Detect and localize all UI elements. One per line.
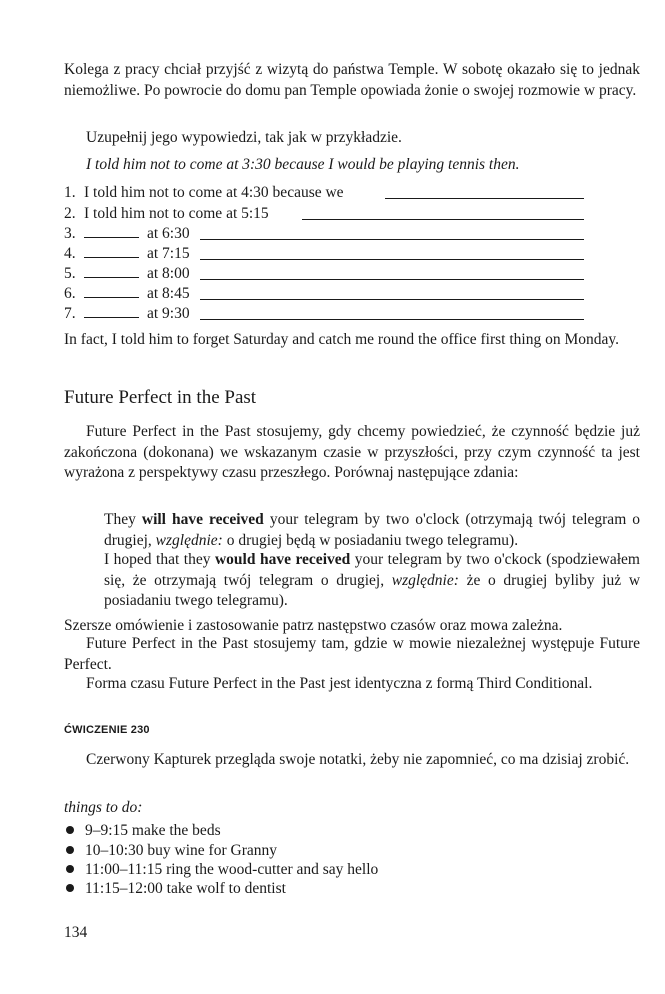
bullet-icon (66, 826, 74, 834)
answer-line-2[interactable] (302, 219, 584, 220)
exercise-item-1: 1. I told him not to come at 4:30 because we (64, 184, 344, 201)
list-item: 11:15–12:00 take wolf to dentist (64, 880, 286, 898)
closing-paragraph: In fact, I told him to forget Saturday and catch me round the office first thing on Monday. (64, 331, 619, 348)
bullet-icon (66, 865, 74, 873)
list-item: 9–9:15 make the beds (64, 822, 221, 840)
list-item: 11:00–11:15 ring the wood-cutter and say hello (64, 861, 378, 879)
answer-line-6[interactable] (200, 299, 584, 300)
instruction: Uzupełnij jego wypowiedzi, tak jak w przykładzie. (86, 129, 402, 146)
exercise-item-6: 6. at 8:45 (64, 285, 190, 302)
subject-blank-6[interactable] (84, 285, 139, 298)
bullet-icon (66, 846, 74, 854)
exercise-item-5: 5. at 8:00 (64, 265, 190, 282)
exercise-item-7: 7. at 9:30 (64, 305, 190, 322)
section-title: Future Perfect in the Past (64, 387, 257, 408)
exercise-item-3: 3. at 6:30 (64, 225, 190, 242)
note-form: Forma czasu Future Perfect in the Past jest identyczna z formą Third Conditional. (86, 675, 593, 692)
list-title: things to do: (64, 799, 143, 816)
note-sequence: Szersze omówienie i zastosowanie patrz następstwo czasów oraz mowa zależna. (64, 617, 563, 634)
page-number: 134 (64, 924, 88, 941)
list-item: 10–10:30 buy wine for Granny (64, 842, 277, 860)
section-paragraph: Future Perfect in the Past stosujemy, gdy chcemy powiedzieć, że czynność będzie już zakończona (dokonana) we wskazanym czasie w przyszłości, przy czym czynność ta jest wyrażona z perspektywy czasu przeszłego. Porównaj następujące zdania: (64, 423, 640, 481)
subject-blank-5[interactable] (84, 265, 139, 278)
subject-blank-4[interactable] (84, 245, 139, 258)
answer-line-4[interactable] (200, 259, 584, 260)
subject-blank-3[interactable] (84, 225, 139, 238)
answer-line-1[interactable] (385, 198, 584, 199)
example-would-have: I hoped that they would have received your telegram by two o'ckock (spodziewałem się, że otrzymają twój telegram o drugiej, względnie: że o drugiej byliby już w posiadaniu twego telegramu). (104, 551, 641, 609)
bullet-icon (66, 884, 74, 892)
answer-line-5[interactable] (200, 279, 584, 280)
exercise-item-2: 2. I told him not to come at 5:15 (64, 205, 269, 222)
exercise-item-4: 4. at 7:15 (64, 245, 190, 262)
subject-blank-7[interactable] (84, 305, 139, 318)
intro-paragraph: Kolega z pracy chciał przyjść z wizytą do państwa Temple. W sobotę okazało się to jednak niemożliwe. Po powrocie do domu pan Temple opowiada żonie o swojej rozmowie w pracy. (64, 61, 640, 99)
exercise-paragraph: Czerwony Kapturek przegląda swoje notatki, żeby nie zapomnieć, co ma dzisiaj zrobić. (86, 751, 630, 768)
answer-line-7[interactable] (200, 319, 584, 320)
example-sentence: I told him not to come at 3:30 because I would be playing tennis then. (86, 156, 520, 173)
exercise-label: ĆWICZENIE 230 (64, 724, 150, 736)
note-usage: Future Perfect in the Past stosujemy tam, gdzie w mowie niezależnej występuje Future Perfect. (64, 635, 640, 673)
answer-line-3[interactable] (200, 239, 584, 240)
example-will-have: They will have received your telegram by two o'clock (otrzymają twój telegram o drugiej, względnie: o drugiej będą w posiadaniu twego telegramu). (104, 511, 641, 549)
